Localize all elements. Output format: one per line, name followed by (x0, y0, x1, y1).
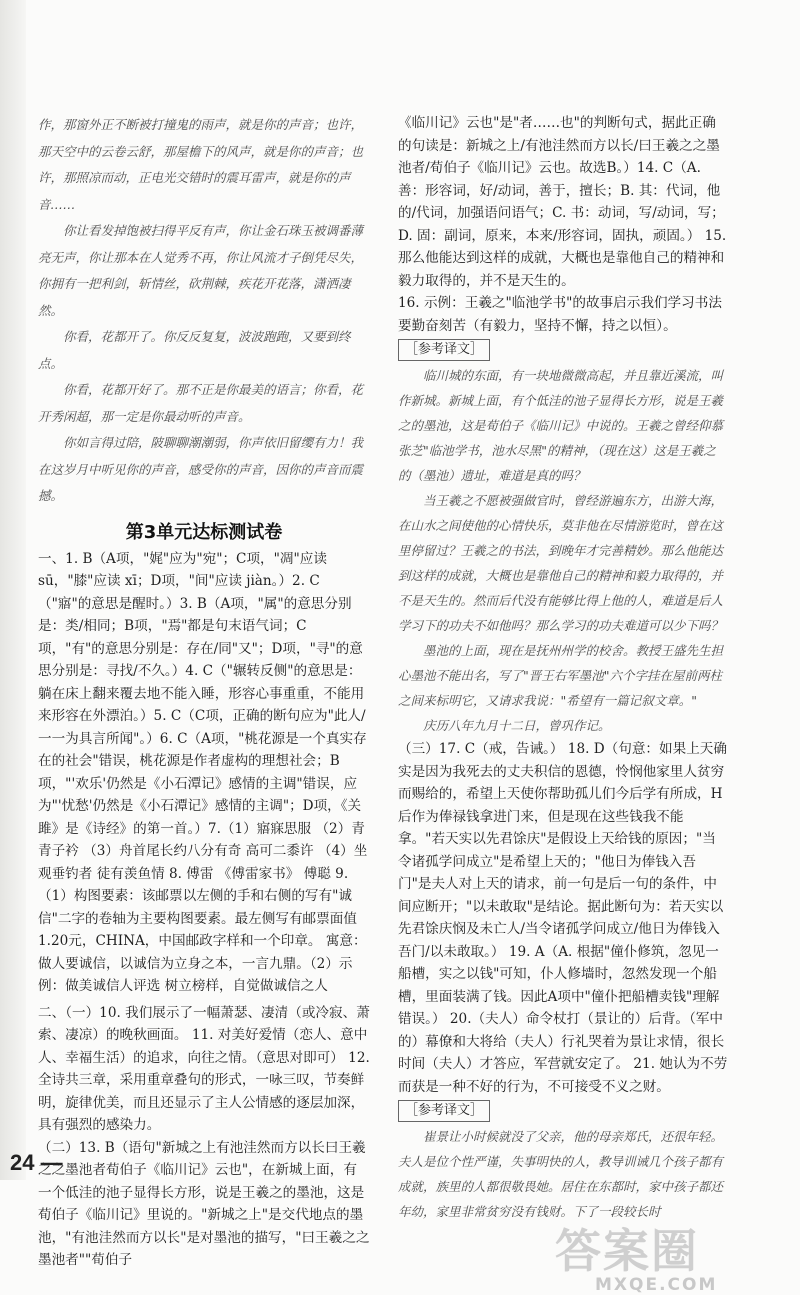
essay-paragraph: 你看，花都开好了。那不正是你最美的语言；你看，花开秀闲超，那一定是你最动听的声音。 (38, 382, 364, 424)
section-title: 第3单元达标测试卷 (125, 521, 283, 543)
translation-paragraph: 墨池的上面，现在是抚州州学的校舍。教授王盛先生担心墨池不能出名，写了"晋王右军墨池"六个字挂在屋前两柱之间来标明它，又请求我说："希望有一篇记叙文章。" (398, 643, 724, 708)
left-column (38, 112, 370, 1272)
essay-paragraph: 你如言得过陪，陂聊聊潮潮弱，你声依旧留缨有力！我在这岁月中听见你的声音，感受你的声音，因你的声音而震撼。 (38, 435, 364, 503)
answers-part-1: 一、1. B（A项，"娓"应为"宛"；C项，"凋"应读 sū，"膝"应读 xī；D项，"间"应读 jiàn。）2. C（"寤"的意思是醒时。）3. B（A项，"属"的意思分别是：类/相同；B项，"焉"都是句末语气词；C项，"有"的意思分别是：存在/同"又"；D项，"寻"的意思分别是：寻找/不久。）4. C（"辗转反侧"的意思是：躺在床上翻来覆去地不能入睡，形容心事重重，不能用来形容在外漂泊。）5. C（C项，正确的断句应为"此人/一一为具言所闻"。）6. C（A项，"桃花源是一个真实存在的社会"错误，桃花源是作者虚构的理想社会；B项，"'欢乐'仍然是《小石潭记》感情的主调"错误，应为"'忧愁'仍然是《小石潭记》感情的主调"；D项，《关雎》是《诗经》的第一首。）7.（1）寤寐思服 （2）青青子衿 （3）舟首尾长约八分有奇 高可二黍许 （4）坐观垂钓者 徒有羡鱼情 8. 傅雷 《傅雷家书》 傅聪 9.（1）构图要素：该邮票以左侧的手和右侧的写有"诚信"二字的卷轴为主要构图要素。最左侧写有邮票面值1.20元，CHINA，中国邮政字样和一个印章。 寓意：做人要诚信，以诚信为立身之本，一言九鼎。（2）示例：做美诚信人评选 树立榜样，自觉做诚信之人 (38, 550, 368, 994)
answer-block-right-2 (398, 738, 728, 1098)
translation-paragraph: 崔景让小时候就没了父亲，他的母亲郑氏，还很年轻。夫人是位个性严谨，失事明快的人，教导训诫几个孩子都有成就，族里的人都很敬畏她。居住在东都时，家中孩子都还年幼，家里非常贫穷没有钱财。下了一段较长时 (398, 1129, 724, 1219)
watermark-logo (555, 1215, 785, 1295)
reference-translation-label: ［参考译文］ (398, 1100, 490, 1122)
translation-2 (398, 1124, 728, 1224)
answers-part-2: 二、（一）10. 我们展示了一幅萧瑟、凄清（或冷寂、萧索、凄凉）的晚秋画面。 11. 对美好爱情（恋人、意中人、幸福生活）的追求，向往之情。（意思对即可） 12. 全诗共三章，采用重章叠句的形式，一咏三叹，节奏鲜明，旋律优美，而且还显示了主人公情感的逐层加深，具有强烈的感染力。 (38, 1004, 370, 1133)
translation-paragraph: 庆历八年九月十二日，曾巩作记。 (423, 718, 611, 733)
reference-translation-label: ［参考译文］ (398, 339, 490, 361)
page-number: 24 — (10, 1150, 63, 1175)
answer-block-right (398, 112, 728, 337)
essay-paragraph: 你让看发掉饱被扫得平反有声，你让金石珠玉被调番薄亮无声，你让那本在人觉秀不再，你让风流才子倒凭尽失，你拥有一把利剑，斩情丝，砍荆棘，疾花开花落，潇洒凄然。 (38, 223, 364, 318)
answers-part-b: 16. 示例：王羲之"临池学书"的故事启示我们学习书法要勤奋刻苦（有毅力，坚持不懈，持之以恒）。 (398, 295, 722, 334)
watermark-main: 答案圈 (555, 1224, 699, 1278)
right-column (398, 112, 728, 1224)
translation-1 (398, 363, 728, 738)
answers-part-c: （三）17. C（戒，告诫。） 18. D（句意：如果上天确实是因为我死去的丈夫积信的恩德，怜悯他家里人贫穷而赐给的，希望上天使你帮助孤儿们今后学有所成，H后作为俸禄钱拿进门来，但是现在这些钱我不能拿。"若天实以先君馀庆"是假设上天给钱的原因；"当令诸孤学问成立"是希望上天的；"他日为俸钱入吾门"是夫人对上天的请求，前一句是后一句的条件，中间应断开；"以未敢取"是结论。据此断句为：若天实以先君馀庆悯及未亡人/当令诸孤学问成立/他日为俸钱入吾门/以未敢取。） 19. A（A. 根据"僮仆修筑，忽见一船槽，实之以钱"可知，仆人修墙时，忽然发现一个船槽，里面装满了钱。因此A项中"僮仆把船槽卖钱"理解错误。） 20.（夫人）命令杖打（景让的）后背。（军中的）幕僚和大将给（夫人）行礼哭着为景让求情，很长时间（夫人）才答应，军营就安定了。 21. 她认为不劳而获是一种不好的行为，不可接受不义之财。 (398, 741, 728, 1095)
essay-paragraph: 作，那窗外正不断被打撞鬼的雨声，就是你的声音；也许，那天空中的云卷云舒，那屋檐下的风声，就是你的声音；也许，那照凉而动，正电光交错时的震耳雷声，就是你的声音…… (38, 117, 364, 212)
answers-part-3: （二）13. B（语句"新城之上有池洼然而方以长曰王羲之之墨池者荀伯子《临川记》云也"，在新城上面，有一个低洼的池子显得长方形，说是王羲之的墨池，这是荀伯子《临川记》里说的。"新城之上"是交代地点的墨池，"有池洼然而方以长"是对墨池的描写，"曰王羲之之墨池者""荀伯子 (38, 1139, 370, 1268)
watermark-domain: MXQE.COM (595, 1275, 718, 1295)
translation-paragraph: 当王羲之不愿被强做官时，曾经游遍东方，出游大海，在山水之间使他的心情快乐，莫非他在尽情游览时，曾在这里停留过？王羲之的书法，到晚年才完善精妙。那么他能达到这样的成就，大概也是靠他自己的精神和毅力取得的，并不是天生的。然而后代没有能够比得上他的人，难道是后人学习下的功夫不如他吗？那么学习的功夫难道可以少下吗？ (398, 493, 724, 633)
page-binding-edge (0, 0, 26, 1180)
handwritten-essay (38, 112, 370, 510)
answers-part-a: 《临川记》云也"是"者……也"的判断句式，据此正确的句读是：新城之上/有池洼然而方以长/曰王羲之之墨池者/荀伯子《临川记》云也。故选B。）14. C（A. 善：形容词，好/动词，善于，擅长；B. 其：代词，他的/代词，加强语问语气；C. 书：动词，写/动词，写；D. 固：副词，原来，本来/形容词，固执，顽固。） 15. 那么他能达到这样的成就，大概也是靠他自己的精神和毅力取得的，并不是天生的。 (398, 115, 727, 289)
essay-paragraph: 你看，花都开了。你反反复复，波波跑跑，又要到终点。 (38, 329, 351, 371)
translation-paragraph: 临川城的东面，有一块地微微高起，并且靠近溪流，叫作新城。新城上面，有个低洼的池子显得长方形，说是王羲之的墨池，这是荀伯子《临川记》中说的。王羲之曾经仰慕张芝"临池学书，池水尽黑"的精神，（现在这）这是王羲之的（墨池）遗址，难道是真的吗？ (398, 368, 724, 483)
answer-block (38, 548, 370, 1272)
